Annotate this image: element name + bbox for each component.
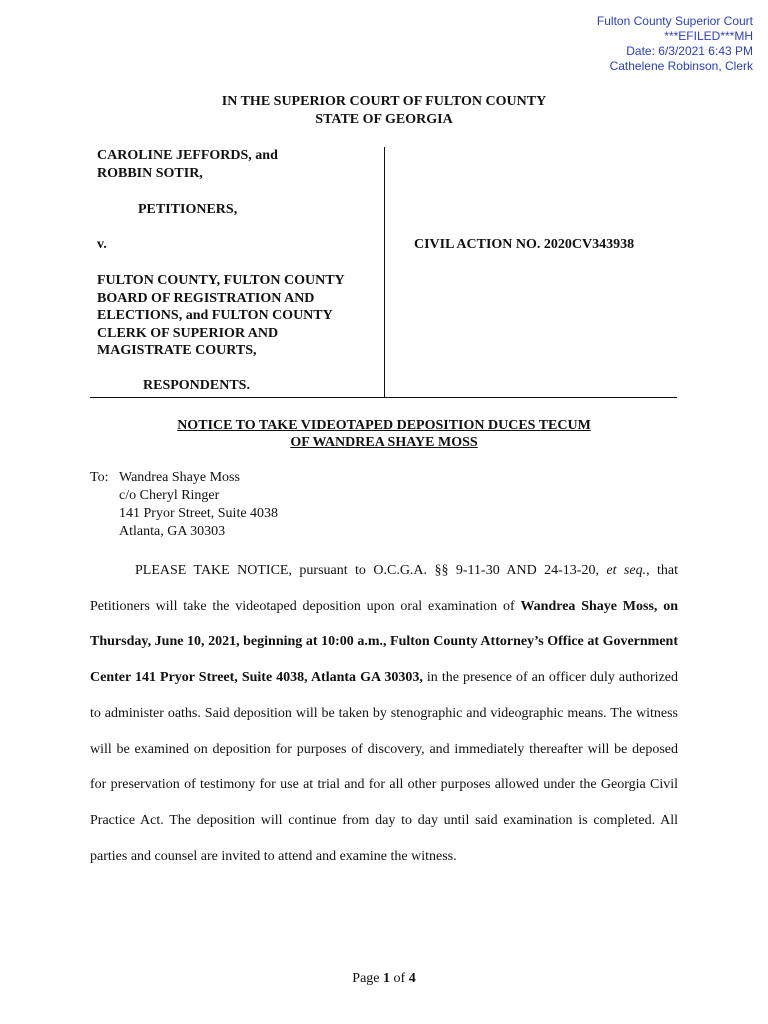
stamp-clerk: Cathelene Robinson, Clerk [609, 59, 753, 73]
body-deposition-details: Wandrea Shaye Moss, on Thursday, June 10, 2021, beginning at 10:00 a.m., Fulton County Attorney’s Office at Government Center 141 Pryor Street, Suite 4038, Atlanta GA 30303, [90, 598, 678, 686]
notice-title-line-2: OF WANDREA SHAYE MOSS [290, 435, 478, 450]
addressee-city: Atlanta, GA 30303 [119, 524, 226, 539]
court-state: STATE OF GEORGIA [315, 112, 453, 127]
petitioners-name-1: CAROLINE JEFFORDS, and [97, 148, 278, 163]
respondents-name-4: CLERK OF SUPERIOR AND [97, 325, 279, 341]
body-intro: PLEASE TAKE NOTICE, pursuant to O.C.G.A. §§ 9-11-30 AND 24-13-20, [135, 563, 607, 578]
notice-body [90, 553, 678, 874]
respondents-name-1: FULTON COUNTY, FULTON COUNTY [97, 273, 345, 288]
addressee-name: Wandrea Shaye Moss [119, 470, 240, 485]
civil-action-number: CIVIL ACTION NO. 2020CV343938 [414, 237, 635, 252]
stamp-court: Fulton County Superior Court [596, 14, 753, 28]
case-caption [90, 147, 677, 398]
court-heading [0, 93, 768, 129]
respondents-name-2: BOARD OF REGISTRATION AND [97, 290, 315, 306]
body-et-seq: et seq. [606, 563, 647, 578]
body-remainder: in the presence of an officer duly authorized to administer oaths. Said deposition will be taken by stenographic and videographic means. The witness will be examined on deposition for purposes of discovery, and immediately thereafter will be deposed for preservation of testimony for use at trial and for all other purposes allowed under the Georgia Civil Practice Act. The deposition will continue from day to day until said examination is completed. All parties and counsel are invited to attend and examine the witness. [90, 670, 678, 864]
addressee-street: 141 Pryor Street, Suite 4038 [119, 506, 279, 521]
page-total: 4 [408, 971, 416, 986]
body-deposition-intro: , that Petitioners will take the videotaped deposition upon oral examination of [90, 563, 679, 614]
notice-paragraph [90, 553, 678, 874]
addressee-block [119, 469, 278, 541]
stamp-efiled: ***EFILED***MH [664, 29, 753, 43]
page-number: 1 [383, 971, 391, 986]
page-of: of [390, 971, 409, 986]
caption-divider [384, 147, 385, 397]
respondents-name-3: ELECTIONS, and FULTON COUNTY [97, 308, 333, 323]
notice-title-line-1: NOTICE TO TAKE VIDEOTAPED DEPOSITION DUCES TECUM [177, 418, 591, 433]
addressee-care-of: c/o Cheryl Ringer [119, 488, 220, 503]
notice-title [0, 417, 768, 451]
court-name: IN THE SUPERIOR COURT OF FULTON COUNTY [221, 94, 547, 109]
addressee-label: To: [90, 470, 109, 485]
page-word: Page [352, 971, 384, 986]
petitioners-label: PETITIONERS, [138, 202, 238, 217]
versus: v. [97, 237, 107, 252]
efiled-stamp [597, 14, 753, 74]
page-footer [0, 970, 768, 988]
stamp-date: Date: 6/3/2021 6:43 PM [626, 44, 753, 58]
respondents-label: RESPONDENTS. [143, 378, 250, 393]
petitioners-name-2: ROBBIN SOTIR, [97, 165, 203, 181]
respondents-name-5: MAGISTRATE COURTS, [97, 343, 257, 358]
